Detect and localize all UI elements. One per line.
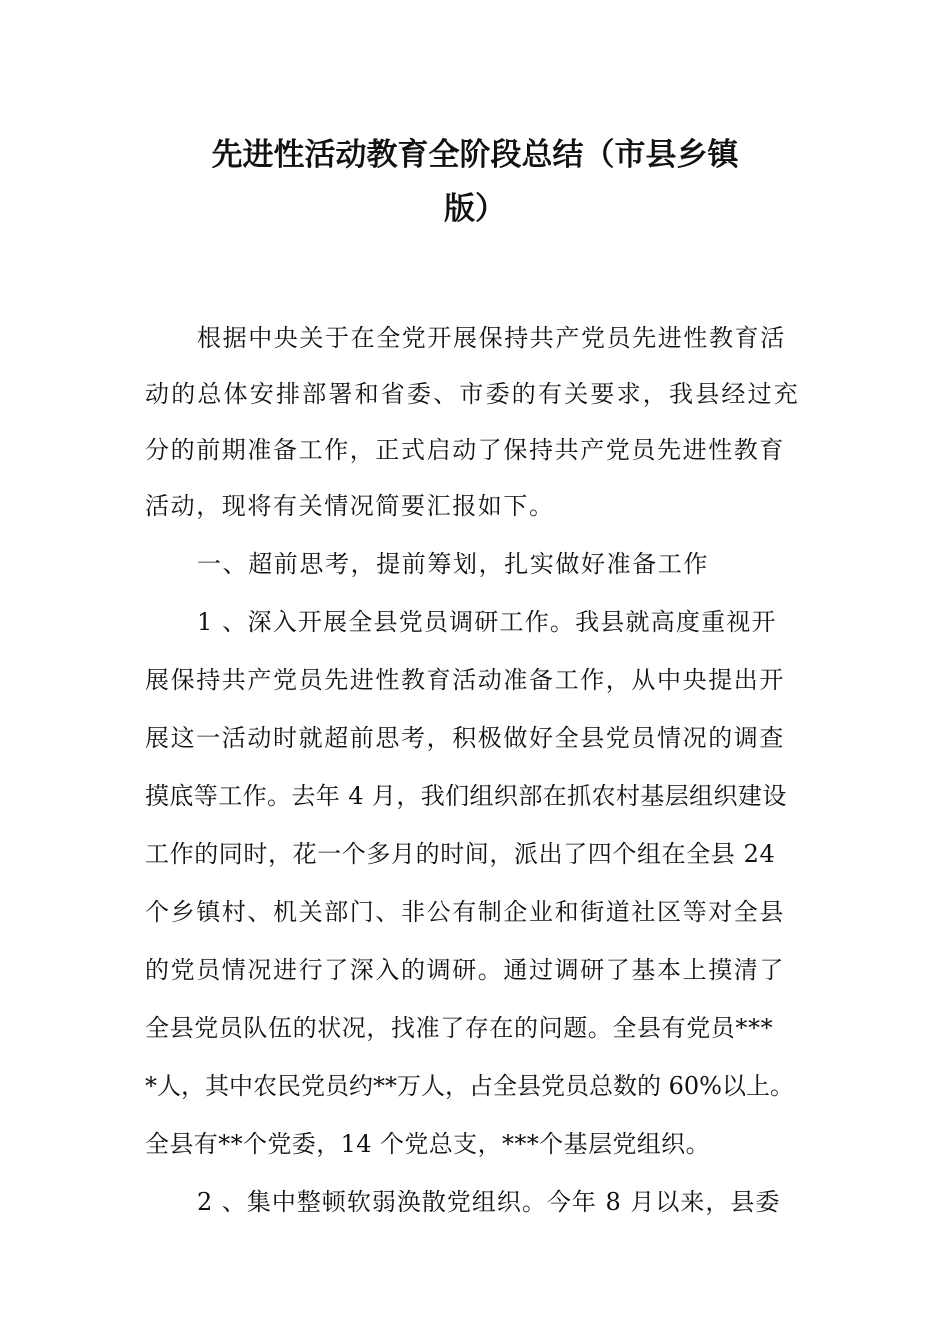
paragraph-1-line-3: 分的前期准备工作，正式启动了保持共产党员先进性教育 xyxy=(145,436,785,464)
paragraph-2-line-3: 展这一活动时就超前思考，积极做好全县党员情况的调查 xyxy=(145,724,785,752)
paragraph-2-line-9: *人，其中农民党员约**万人，占全县党员总数的 60%以上。 xyxy=(145,1072,794,1100)
document-title-line-1: 先进性活动教育全阶段总结（市县乡镇 xyxy=(211,137,739,173)
paragraph-2-line-1: 1 、深入开展全县党员调研工作。我县就高度重视开 xyxy=(197,608,777,636)
document-title-line-2: 版） xyxy=(444,191,506,227)
paragraph-1-line-2: 动的总体安排部署和省委、市委的有关要求，我县经过充 xyxy=(145,380,800,408)
paragraph-3-line-1: 2 、集中整顿软弱涣散党组织。今年 8 月以来，县委 xyxy=(197,1188,781,1216)
paragraph-2-line-6: 个乡镇村、机关部门、非公有制企业和街道社区等对全县 xyxy=(145,898,785,926)
paragraph-2-line-7: 的党员情况进行了深入的调研。通过调研了基本上摸清了 xyxy=(145,956,785,984)
paragraph-2-line-8: 全县党员队伍的状况，找准了存在的问题。全县有党员*** xyxy=(145,1014,774,1042)
paragraph-1-line-1: 根据中央关于在全党开展保持共产党员先进性教育活 xyxy=(197,324,786,352)
paragraph-2-line-2: 展保持共产党员先进性教育活动准备工作，从中央提出开 xyxy=(145,666,785,694)
paragraph-2-line-10: 全县有**个党委，14 个党总支，***个基层党组织。 xyxy=(145,1130,710,1158)
paragraph-2-line-4: 摸底等工作。去年 4 月，我们组织部在抓农村基层组织建设 xyxy=(145,782,787,810)
paragraph-2-line-5: 工作的同时，花一个多月的时间，派出了四个组在全县 24 xyxy=(145,840,776,868)
paragraph-1-line-4: 活动，现将有关情况简要汇报如下。 xyxy=(145,492,555,520)
section-heading-1: 一、超前思考，提前筹划，扎实做好准备工作 xyxy=(197,550,709,578)
